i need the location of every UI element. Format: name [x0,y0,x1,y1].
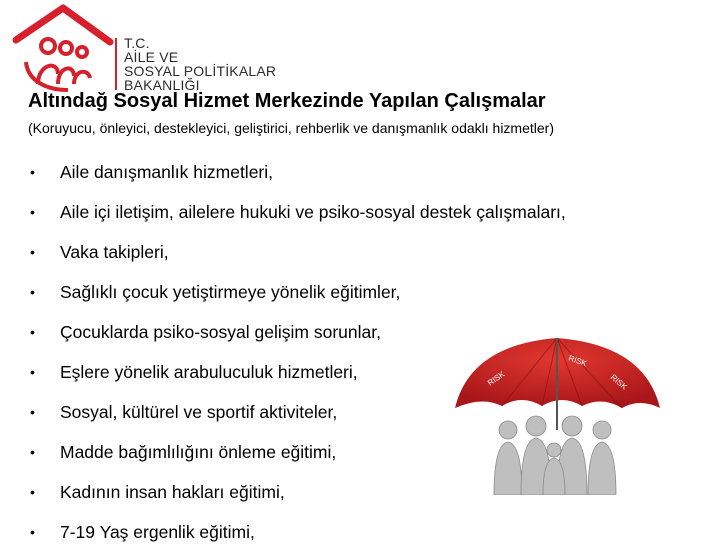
list-item-text: Sağlıklı çocuk yetiştirmeye yönelik eğitimler, [60,281,401,302]
list-item [30,192,566,232]
bullet-icon: • [30,284,35,300]
bullet-icon: • [30,484,35,500]
list-item [30,272,566,312]
list-item [30,232,566,272]
list-item-text: 7-19 Yaş ergenlik eğitimi, [60,521,255,542]
ministry-name-line: AİLE VE [124,49,179,65]
bullet-icon: • [30,444,35,460]
list-item-text: Aile danışmanlık hizmetleri, [60,161,273,182]
list-item [30,512,566,552]
umbrella-protecting-people-icon [450,330,665,495]
bullet-icon: • [30,364,35,380]
ministry-name-line: BAKANLIĞI [124,77,200,93]
bullet-icon: • [30,204,35,220]
bullet-icon: • [30,404,35,420]
bullet-icon: • [30,244,35,260]
umbrella-label: RISK [485,369,507,388]
ministry-name [124,36,276,92]
page-subtitle: (Koruyucu, önleyici, destekleyici, geliştirici, rehberlik ve danışmanlık odaklı hizmetler) [28,120,554,136]
list-item-text: Eşlere yönelik arabuluculuk hizmetleri, [60,361,358,382]
list-item-text: Sosyal, kültürel ve sportif aktiviteler, [60,401,338,422]
umbrella-label: RISK [567,353,588,369]
ministry-name-line: T.C. [124,35,150,51]
list-item-text: Çocuklarda psiko-sosyal gelişim sorunlar, [60,321,381,342]
list-item [30,152,566,192]
page-title: Altındağ Sosyal Hizmet Merkezinde Yapılan Çalışmalar [28,90,546,112]
list-item-text: Vaka takipleri, [60,241,169,262]
list-item-text: Kadının insan hakları eğitimi, [60,481,285,502]
list-item-text: Aile içi iletişim, ailelere hukuki ve psiko-sosyal destek çalışmaları, [60,201,566,222]
logo-divider [115,38,117,90]
ministry-name-line: SOSYAL POLİTİKALAR [124,63,277,79]
list-item-text: Madde bağımlılığını önleme eğitimi, [60,441,337,462]
bullet-icon: • [30,524,35,540]
bullet-icon: • [30,164,35,180]
umbrella-label: RISK [608,372,629,392]
bullet-icon: • [30,324,35,340]
ministry-logo [8,2,277,93]
family-house-icon [8,2,118,92]
